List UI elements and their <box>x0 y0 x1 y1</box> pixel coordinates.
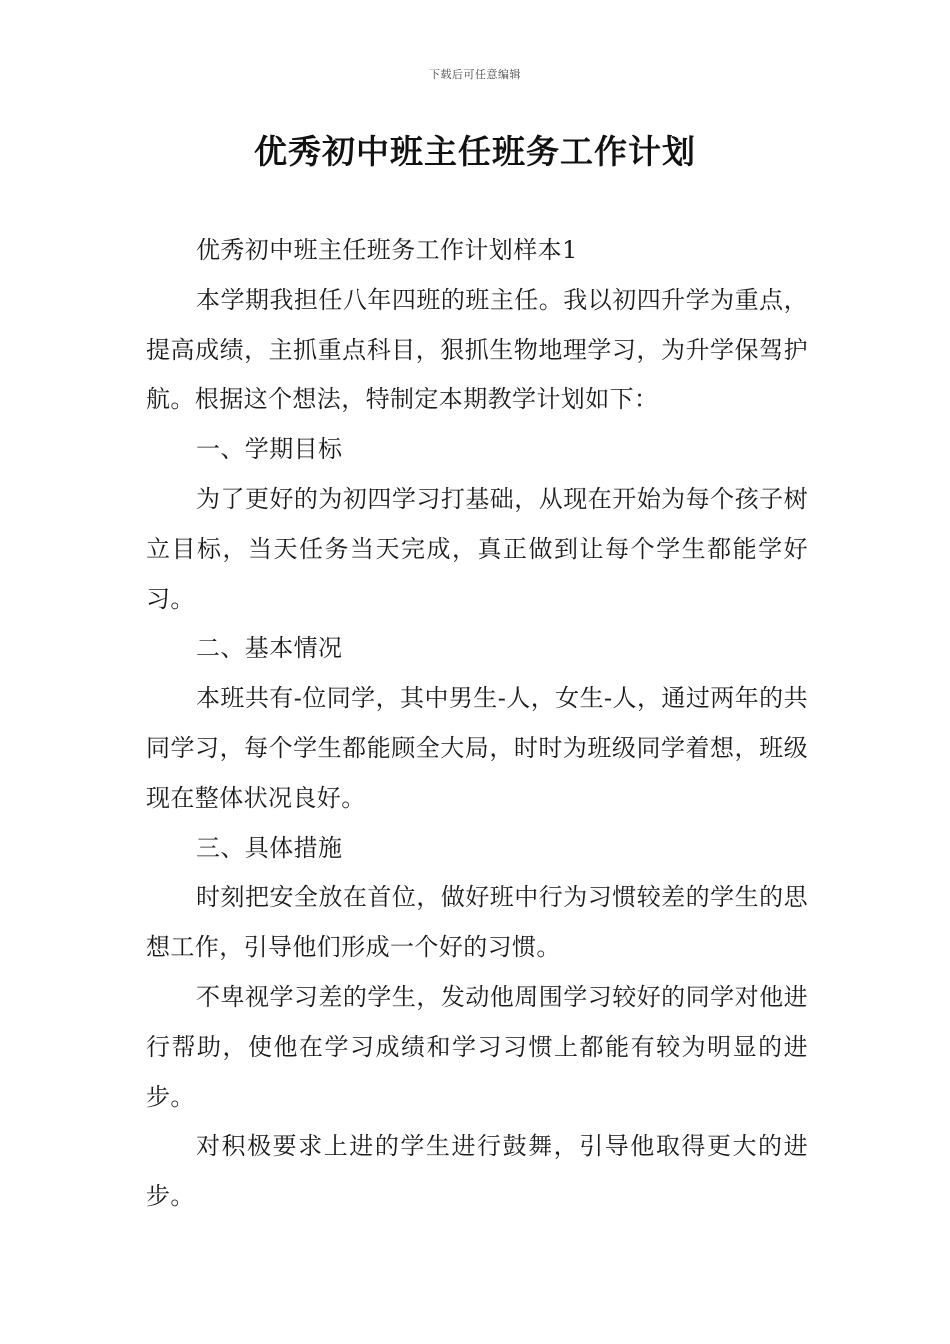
paragraph-measure-encourage: 对积极要求上进的学生进行鼓舞，引导他取得更大的进步。 <box>146 1132 808 1211</box>
section-heading-measures: 三、具体措施 <box>196 833 343 862</box>
document-title: 优秀初中班主任班务工作计划 <box>254 132 696 171</box>
section-heading-situation: 二、基本情况 <box>196 634 343 663</box>
document-body <box>146 226 808 1222</box>
paragraph-situation: 本班共有-位同学，其中男生-人，女生-人，通过两年的共同学习，每个学生都能顾全大局，时时为班级同学着想，班级现在整体状况良好。 <box>146 684 808 812</box>
header-note: 下载后可任意编辑 <box>429 68 521 81</box>
paragraph-measure-safety: 时刻把安全放在首位，做好班中行为习惯较差的学生的思想工作，引导他们形成一个好的习惯。 <box>146 883 808 962</box>
section-heading-goals: 一、学期目标 <box>196 435 343 464</box>
paragraph-measure-help: 不卑视学习差的学生，发动他周围学习较好的同学对他进行帮助，使他在学习成绩和学习习惯上都能有较为明显的进步。 <box>146 982 808 1111</box>
paragraph-sample-heading: 优秀初中班主任班务工作计划样本1 <box>196 236 578 264</box>
paragraph-intro: 本学期我担任八年四班的班主任。我以初四升学为重点，提高成绩，主抓重点科目，狠抓生物地理学习，为升学保驾护航。根据这个想法，特制定本期教学计划如下： <box>146 285 808 414</box>
paragraph-goals: 为了更好的为初四学习打基础，从现在开始为每个孩子树立目标，当天任务当天完成，真正做到让每个学生都能学好习。 <box>146 484 808 613</box>
